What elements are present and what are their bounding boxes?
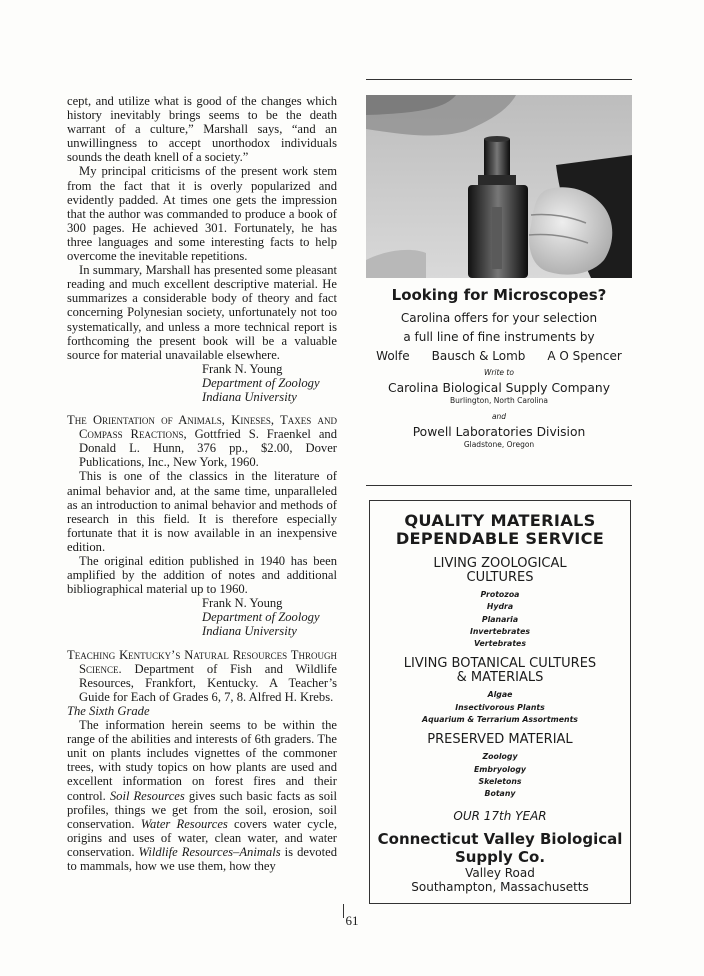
list-item: Botany [484,789,516,799]
review2-paragraph: The original edition published in 1940 has been amplified by the addition of notes and additional bibliographical material up to 1960. [67,554,337,597]
category-title: LIVING BOTANICAL CULTURES & MATERIALS [403,656,597,686]
microscope-photo [366,95,632,278]
page-number: 61 [345,913,359,928]
top-rule [366,79,632,80]
review3-text: is devoted to mammals, how we use them, how they [67,844,337,873]
review3-wildlife-title: Wildlife Resources–Animals [138,844,281,859]
street-address: Valley Road [465,865,535,880]
ad-title: Looking for Microscopes? [391,286,607,304]
review3-citation-rest: Department of Fish and Wildlife Resources, Frankfort, Kentucky. A Teacher’s Guide for Each of Grades 6, 7, 8. Alfred H. Krebs. [79,661,337,704]
ad-line: a full line of fine instruments by [403,330,595,344]
list-item: Aquarium & Terrarium Assortments [422,715,578,725]
review3-subhead: The Sixth Grade [67,703,150,718]
headline: DEPENDABLE SERVICE [395,529,605,548]
company-address: Gladstone, Oregon [463,440,535,449]
list-item: Embryology [473,764,526,774]
maker-name: A O Spencer [547,349,622,363]
list-item: Hydra [486,602,514,612]
signature-dept: Department of Zoology [202,610,320,625]
maker-list [326,347,672,366]
signature-name: Frank N. Young [202,361,283,376]
review2-citation-rest: Gottfried S. Fraenkel and Donald L. Hunn, 376 pp., $2.00, Dover Publications, Inc., New York, 1960. [79,427,337,470]
company-address: Burlington, North Carolina [450,396,548,405]
connecticut-ad [369,500,631,904]
review3-text: gives such basic facts as soil profiles, things we get from the soil, erosion, soil conservation. [67,788,337,831]
bot-item-list [370,689,630,726]
signature-dept: Department of Zoology [202,375,320,390]
list-item: Algae [487,690,513,700]
headline: QUALITY MATERIALS [404,511,596,530]
review2-paragraph: This is one of the classics in the literature of animal behavior and, at the same time, unparalleled as an introduction to animal behavior and methods of research in this field. It is therefore especially fortunate that it is now available in an inexpensive edition. [67,469,337,554]
pres-item-list [370,751,630,800]
category-title: PRESERVED MATERIAL [427,732,573,748]
signature-block [202,596,337,638]
left-column [67,94,337,873]
review1-paragraph: My principal criticisms of the present work stem from the fact that it is overly popularized and evidently padded. At times one gets the impression that the author was commanded to produce a book of 300 pages. He achieved 301. Fortunately, he has three languages and some interesting facts to help overcome the inevitable repetitions. [67,164,337,264]
year-text: OUR 17th YEAR [453,808,547,823]
company-name: Powell Laboratories Division [412,425,586,439]
company-name: Supply Co. [454,847,546,866]
review2-citation [67,413,337,469]
signature-block [202,362,337,404]
microscope-illustration [366,95,632,278]
company-name: Connecticut Valley Biological [377,829,623,848]
review2-title: The Orientation of Animals, Kineses, Taxes and Compass Reactions, [67,413,337,442]
list-item: Zoology [482,752,518,762]
category-title: LIVING ZOOLOGICAL CULTURES [433,556,567,585]
maker-name: Bausch & Lomb [431,349,526,363]
and-text: and [491,412,507,421]
review3-paragraph [67,718,337,873]
list-item: Skeletons [478,776,522,786]
review1-paragraph: In summary, Marshall has presented some pleasant reading and much excellent descriptive material. He summarizes a considerable body of theory and fact concerning Polynesian society, unfortunately not too systematically, and unless a more technical report is forthcoming the present book will be a valuable source for material unavailable elsewhere. [67,263,337,362]
review3-title: Teaching Kentucky’s Natural Resources Through Science. [67,647,337,676]
zoo-item-list [370,589,630,650]
review3-soil-title: Soil Resources [109,788,185,803]
list-item: Invertebrates [469,626,531,636]
review3-water-title: Water Resources [140,816,228,831]
list-item: Insectivorous Plants [455,702,545,712]
review1-paragraph: cept, and utilize what is good of the changes which history inevitably brings seems to be the death warrant of a culture,” Marshall says, “and an unwillingness to accept unorthodox individuals sounds the death knell of a society.” [67,94,337,165]
signature-univ: Indiana University [202,624,297,639]
signature-name: Frank N. Young [202,596,283,611]
review3-text: covers water cycle, origins and uses of water, clean water, and water conservation. [67,816,337,859]
city-address: Southampton, Massachusetts [411,879,589,894]
middle-rule [366,485,632,486]
ad-line: Carolina offers for your selection [400,311,598,325]
list-item: Vertebrates [474,639,526,649]
review3-text: The information herein seems to be within the range of the abilities and interests of 6th graders. The unit on plants includes vignettes of the commoner trees, with study topics on how plants are used and excellent information on forest fires and their control. [67,718,337,803]
review3-citation [67,648,337,704]
maker-name: Wolfe [376,349,410,363]
signature-univ: Indiana University [202,389,297,404]
list-item: Planaria [481,614,519,624]
company-name: Carolina Biological Supply Company [388,381,610,395]
microscope-ad [366,286,632,451]
list-item: Protozoa [480,590,520,599]
write-to: Write to [484,368,514,377]
